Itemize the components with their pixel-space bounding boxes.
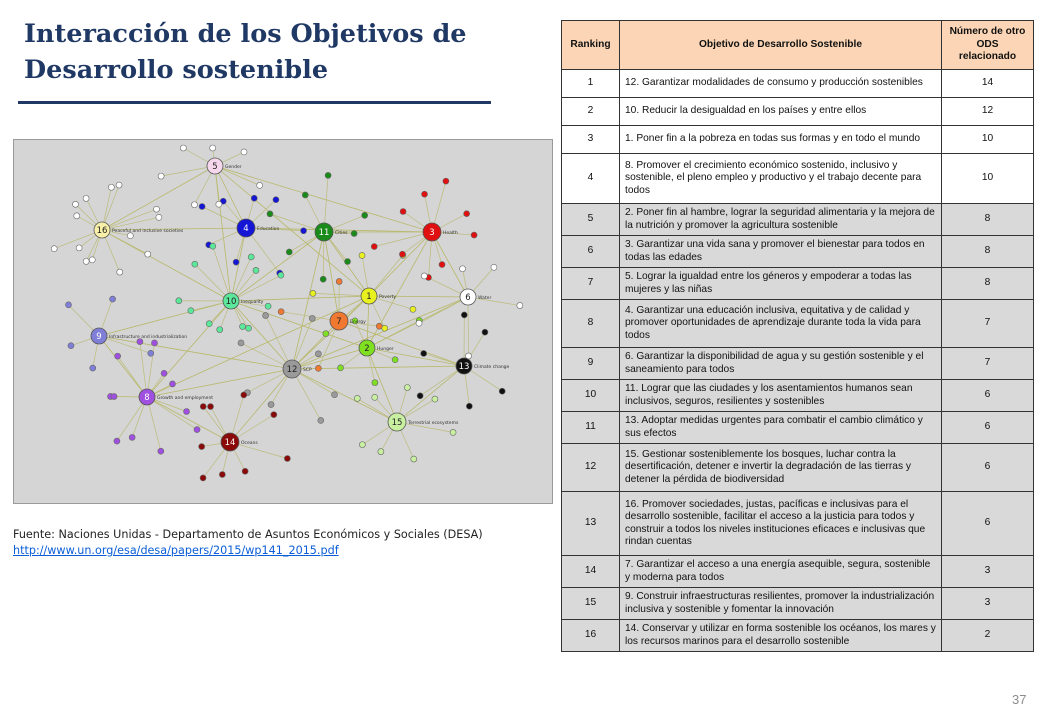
hub-name-label: Education bbox=[257, 227, 280, 232]
network-satellite-node bbox=[421, 273, 427, 279]
network-satellite-node bbox=[200, 475, 206, 481]
network-satellite-node bbox=[382, 325, 388, 331]
table-row bbox=[562, 126, 1034, 154]
network-satellite-node bbox=[422, 191, 428, 197]
network-satellite-node bbox=[161, 370, 167, 376]
cell-rank: 8 bbox=[562, 300, 620, 348]
network-satellite-node bbox=[336, 278, 342, 284]
network-edge bbox=[369, 232, 432, 296]
network-satellite-node bbox=[253, 267, 259, 273]
cell-rank: 1 bbox=[562, 70, 620, 98]
network-satellite-node bbox=[65, 302, 71, 308]
cell-goal: 3. Garantizar una vida sana y promover el bienestar para todos en todas las edades bbox=[620, 236, 942, 268]
source-link[interactable]: http://www.un.org/esa/desa/papers/2015/wp141_2015.pdf bbox=[13, 544, 339, 557]
network-satellite-node bbox=[320, 276, 326, 282]
table-row bbox=[562, 412, 1034, 444]
network-edge bbox=[324, 232, 339, 321]
cell-rank: 3 bbox=[562, 126, 620, 154]
network-satellite-node bbox=[499, 388, 505, 394]
cell-count: 7 bbox=[942, 348, 1034, 380]
network-satellite-node bbox=[376, 323, 382, 329]
network-satellite-node bbox=[51, 246, 57, 252]
cell-goal: 15. Gestionar sosteniblemente los bosques, luchar contra la desertificación, detener e invertir la degradación de las tierras y detener la pérdida de biodiversidad bbox=[620, 444, 942, 492]
table-row bbox=[562, 556, 1034, 588]
network-satellite-node bbox=[219, 472, 225, 478]
network-edge bbox=[231, 275, 281, 301]
network-canvas bbox=[14, 140, 552, 503]
hub-name-label: Infrastructure and industrialization bbox=[109, 335, 188, 340]
network-satellite-node bbox=[411, 456, 417, 462]
table-row bbox=[562, 588, 1034, 620]
table-row bbox=[562, 236, 1034, 268]
network-satellite-node bbox=[73, 201, 79, 207]
network-hubs bbox=[91, 158, 510, 451]
cell-count: 3 bbox=[942, 588, 1034, 620]
network-satellite-node bbox=[315, 365, 321, 371]
network-satellite-node bbox=[152, 340, 158, 346]
source-text: Fuente: Naciones Unidas - Departamento de Asuntos Económicos y Sociales (DESA) bbox=[13, 528, 483, 541]
network-edge bbox=[102, 230, 231, 301]
ranking-table bbox=[561, 20, 1034, 652]
network-satellite-node bbox=[108, 184, 114, 190]
network-satellite-node bbox=[199, 203, 205, 209]
network-edge bbox=[231, 228, 246, 301]
network-satellite-node bbox=[188, 308, 194, 314]
cell-count: 8 bbox=[942, 236, 1034, 268]
table-row bbox=[562, 204, 1034, 236]
cell-goal: 6. Garantizar la disponibilidad de agua y su gestión sostenible y el saneamiento para todos bbox=[620, 348, 942, 380]
hub-id-label: 16 bbox=[96, 226, 108, 236]
network-satellite-node bbox=[345, 258, 351, 264]
page-number: 37 bbox=[1012, 692, 1027, 707]
network-satellite-node bbox=[257, 182, 263, 188]
network-satellite-node bbox=[359, 442, 365, 448]
network-satellite-node bbox=[68, 343, 74, 349]
network-satellite-node bbox=[240, 324, 246, 330]
hub-id-label: 14 bbox=[224, 438, 236, 448]
network-satellite-node bbox=[110, 296, 116, 302]
table-body bbox=[562, 70, 1034, 652]
hub-name-label: Terrestrial ecosystems bbox=[408, 421, 459, 426]
header-count: Número de otro ODS relacionado bbox=[942, 21, 1034, 70]
network-satellite-node bbox=[242, 468, 248, 474]
network-edges bbox=[54, 148, 520, 478]
network-satellite-node bbox=[284, 456, 290, 462]
network-satellite-node bbox=[176, 298, 182, 304]
network-satellite-node bbox=[210, 243, 216, 249]
network-satellite-node bbox=[416, 320, 422, 326]
hub-id-label: 4 bbox=[243, 224, 249, 234]
network-satellite-node bbox=[404, 384, 410, 390]
table-row bbox=[562, 348, 1034, 380]
network-satellite-node bbox=[278, 272, 284, 278]
cell-goal: 4. Garantizar una educación inclusiva, equitativa y de calidad y promover oportunidades de aprendizaje durante toda la vida para todos bbox=[620, 300, 942, 348]
hub-name-label: Growth and employment bbox=[157, 396, 214, 401]
network-edge bbox=[147, 296, 369, 397]
network-satellite-node bbox=[158, 173, 164, 179]
cell-goal: 14. Conservar y utilizar en forma sostenible los océanos, los mares y los recursos marinos para el desarrollo sostenible bbox=[620, 620, 942, 652]
network-satellite-node bbox=[392, 357, 398, 363]
network-satellite-node bbox=[460, 266, 466, 272]
network-satellite-node bbox=[271, 412, 277, 418]
table-row bbox=[562, 268, 1034, 300]
cell-count: 12 bbox=[942, 98, 1034, 126]
network-satellite-node bbox=[111, 394, 117, 400]
network-satellite-node bbox=[199, 444, 205, 450]
hub-id-label: 7 bbox=[336, 317, 342, 327]
hub-name-label: Inequality bbox=[241, 300, 264, 305]
network-satellite-node bbox=[400, 209, 406, 215]
table-row bbox=[562, 98, 1034, 126]
hub-id-label: 13 bbox=[458, 362, 470, 372]
network-satellite-node bbox=[325, 172, 331, 178]
network-satellite-node bbox=[206, 321, 212, 327]
cell-rank: 12 bbox=[562, 444, 620, 492]
network-satellite-node bbox=[399, 251, 405, 257]
network-satellite-node bbox=[309, 315, 315, 321]
network-satellite-node bbox=[90, 365, 96, 371]
network-satellite-node bbox=[359, 252, 365, 258]
cell-goal: 11. Lograr que las ciudades y los asentamientos humanos sean inclusivos, seguros, resilientes y sostenibles bbox=[620, 380, 942, 412]
cell-goal: 5. Lograr la igualdad entre los géneros y empoderar a todas las mujeres y las niñas bbox=[620, 268, 942, 300]
network-satellite-node bbox=[170, 381, 176, 387]
network-satellite-node bbox=[153, 206, 159, 212]
network-edge bbox=[397, 366, 464, 422]
network-satellite-node bbox=[338, 365, 344, 371]
cell-goal: 2. Poner fin al hambre, lograr la seguridad alimentaria y la mejora de la nutrición y promover la agricultura sostenible bbox=[620, 204, 942, 236]
network-satellite-node bbox=[421, 350, 427, 356]
network-edge bbox=[215, 166, 231, 301]
network-satellite-node bbox=[158, 448, 164, 454]
cell-count: 7 bbox=[942, 300, 1034, 348]
network-satellite-node bbox=[148, 350, 154, 356]
cell-count: 8 bbox=[942, 268, 1034, 300]
hub-name-label: Energy bbox=[350, 320, 366, 325]
network-satellite-node bbox=[114, 438, 120, 444]
network-satellite-node bbox=[156, 214, 162, 220]
hub-id-label: 10 bbox=[225, 297, 237, 307]
network-satellite-node bbox=[210, 145, 216, 151]
sdg-network-diagram bbox=[13, 139, 553, 504]
hub-id-label: 9 bbox=[96, 332, 102, 342]
network-satellite-node bbox=[200, 403, 206, 409]
network-satellite-node bbox=[238, 340, 244, 346]
cell-count: 6 bbox=[942, 412, 1034, 444]
network-satellite-node bbox=[241, 149, 247, 155]
table-row bbox=[562, 300, 1034, 348]
cell-rank: 14 bbox=[562, 556, 620, 588]
hub-name-label: Oceans bbox=[241, 441, 258, 446]
cell-rank: 5 bbox=[562, 204, 620, 236]
network-satellite-node bbox=[302, 192, 308, 198]
hub-id-label: 3 bbox=[429, 228, 435, 238]
network-satellite-node bbox=[129, 434, 135, 440]
network-edge bbox=[99, 336, 147, 397]
network-satellite-node bbox=[310, 290, 316, 296]
network-satellite-node bbox=[216, 201, 222, 207]
network-satellite-node bbox=[263, 312, 269, 318]
cell-rank: 7 bbox=[562, 268, 620, 300]
network-satellite-node bbox=[362, 212, 368, 218]
network-satellite-node bbox=[323, 331, 329, 337]
network-satellite-node bbox=[217, 327, 223, 333]
network-satellite-node bbox=[439, 262, 445, 268]
network-edge bbox=[147, 369, 292, 397]
cell-goal: 1. Poner fin a la pobreza en todas sus formas y en todo el mundo bbox=[620, 126, 942, 154]
cell-rank: 4 bbox=[562, 154, 620, 204]
network-satellite-node bbox=[184, 408, 190, 414]
table-row bbox=[562, 444, 1034, 492]
hub-name-label: Peaceful and inclusive societies bbox=[112, 229, 184, 234]
hub-id-label: 2 bbox=[364, 344, 370, 354]
table-row bbox=[562, 492, 1034, 556]
hub-name-label: Health bbox=[443, 231, 458, 236]
hub-id-label: 12 bbox=[286, 365, 298, 375]
table-row bbox=[562, 154, 1034, 204]
network-satellite-node bbox=[267, 211, 273, 217]
slide-title: Interacción de los Objetivos de Desarrollo sostenible bbox=[24, 19, 467, 85]
network-edge bbox=[147, 301, 231, 397]
table-header-row bbox=[562, 21, 1034, 70]
hub-name-label: Water bbox=[478, 296, 492, 301]
cell-goal: 13. Adoptar medidas urgentes para combatir el cambio climático y sus efectos bbox=[620, 412, 942, 444]
hub-name-label: Hunger bbox=[377, 347, 394, 352]
network-satellite-node bbox=[354, 395, 360, 401]
network-satellite-node bbox=[410, 306, 416, 312]
hub-id-label: 1 bbox=[366, 292, 372, 302]
hub-id-label: 5 bbox=[212, 162, 218, 172]
network-edge bbox=[99, 301, 231, 336]
network-edge bbox=[432, 232, 468, 297]
network-satellite-node bbox=[371, 244, 377, 250]
network-satellite-node bbox=[432, 396, 438, 402]
hub-id-label: 6 bbox=[465, 293, 471, 303]
network-satellite-node bbox=[482, 329, 488, 335]
header-ranking: Ranking bbox=[562, 21, 620, 70]
cell-rank: 6 bbox=[562, 236, 620, 268]
title-underline bbox=[18, 101, 491, 104]
cell-goal: 9. Construir infraestructuras resilientes, promover la industrialización inclusiva y sostenible y fomentar la innovación bbox=[620, 588, 942, 620]
network-satellite-node bbox=[233, 259, 239, 265]
cell-count: 6 bbox=[942, 492, 1034, 556]
cell-count: 14 bbox=[942, 70, 1034, 98]
cell-count: 10 bbox=[942, 126, 1034, 154]
network-satellite-node bbox=[464, 211, 470, 217]
cell-rank: 2 bbox=[562, 98, 620, 126]
cell-count: 6 bbox=[942, 380, 1034, 412]
network-satellite-node bbox=[83, 195, 89, 201]
network-satellite-node bbox=[372, 380, 378, 386]
network-satellite-node bbox=[268, 402, 274, 408]
hub-name-label: Gender bbox=[225, 165, 242, 170]
network-satellite-node bbox=[461, 312, 467, 318]
hub-id-label: 8 bbox=[144, 393, 150, 403]
header-goal: Objetivo de Desarrollo Sostenible bbox=[620, 21, 942, 70]
network-satellite-node bbox=[471, 232, 477, 238]
cell-rank: 13 bbox=[562, 492, 620, 556]
cell-count: 6 bbox=[942, 444, 1034, 492]
network-satellite-node bbox=[208, 404, 214, 410]
network-satellite-node bbox=[301, 228, 307, 234]
cell-rank: 11 bbox=[562, 412, 620, 444]
cell-goal: 8. Promover el crecimiento económico sostenido, inclusivo y sostenible, el pleno empleo y productivo y el trabajo decente para todos bbox=[620, 154, 942, 204]
cell-count: 10 bbox=[942, 154, 1034, 204]
network-satellite-node bbox=[145, 251, 151, 257]
network-satellite-node bbox=[248, 254, 254, 260]
hub-name-label: SCP bbox=[303, 368, 312, 373]
table-row bbox=[562, 620, 1034, 652]
cell-rank: 15 bbox=[562, 588, 620, 620]
cell-rank: 9 bbox=[562, 348, 620, 380]
network-satellite-node bbox=[315, 351, 321, 357]
network-edge bbox=[147, 397, 197, 430]
network-satellite-node bbox=[491, 264, 497, 270]
table-row bbox=[562, 70, 1034, 98]
cell-goal: 12. Garantizar modalidades de consumo y producción sostenibles bbox=[620, 70, 942, 98]
cell-goal: 7. Garantizar el acceso a una energía asequible, segura, sostenible y moderna para todos bbox=[620, 556, 942, 588]
network-satellite-node bbox=[241, 392, 247, 398]
network-satellite-node bbox=[318, 417, 324, 423]
table-row bbox=[562, 380, 1034, 412]
network-edge bbox=[292, 369, 397, 422]
network-satellite-node bbox=[378, 449, 384, 455]
cell-goal: 10. Reducir la desigualdad en los países y entre ellos bbox=[620, 98, 942, 126]
network-satellite-node bbox=[194, 427, 200, 433]
hub-name-label: Climate change bbox=[474, 365, 510, 370]
network-satellite-node bbox=[273, 197, 279, 203]
hub-name-label: Cities bbox=[335, 231, 348, 236]
network-satellite-node bbox=[115, 353, 121, 359]
cell-rank: 10 bbox=[562, 380, 620, 412]
network-satellite-node bbox=[191, 202, 197, 208]
hub-name-label: Poverty bbox=[379, 295, 397, 300]
network-satellite-node bbox=[116, 182, 122, 188]
network-satellite-node bbox=[443, 178, 449, 184]
network-satellite-node bbox=[246, 325, 252, 331]
network-edge bbox=[313, 293, 369, 296]
network-satellite-node bbox=[466, 403, 472, 409]
network-satellite-node bbox=[517, 302, 523, 308]
hub-id-label: 15 bbox=[391, 418, 403, 428]
network-satellite-node bbox=[74, 213, 80, 219]
network-satellite-node bbox=[192, 261, 198, 267]
cell-goal: 16. Promover sociedades, justas, pacíficas e inclusivas para el desarrollo sostenible, facilitar el acceso a la justicia para todos y construir a todos los niveles instituciones eficaces e inclusivas que rindan cuentas bbox=[620, 492, 942, 556]
network-satellite-node bbox=[286, 249, 292, 255]
network-edge bbox=[99, 336, 292, 369]
network-edge bbox=[215, 166, 246, 228]
source-note bbox=[13, 527, 533, 559]
cell-count: 8 bbox=[942, 204, 1034, 236]
network-satellite-node bbox=[278, 309, 284, 315]
ranking-table-container bbox=[561, 20, 1033, 652]
network-edge bbox=[468, 297, 469, 356]
cell-count: 3 bbox=[942, 556, 1034, 588]
network-satellite-node bbox=[450, 429, 456, 435]
network-satellite-node bbox=[265, 303, 271, 309]
network-satellite-node bbox=[372, 394, 378, 400]
hub-id-label: 11 bbox=[318, 228, 330, 238]
network-edge bbox=[230, 369, 292, 442]
network-satellite-node bbox=[117, 269, 123, 275]
network-satellite-node bbox=[180, 145, 186, 151]
network-satellite-node bbox=[417, 393, 423, 399]
network-satellite-node bbox=[251, 195, 257, 201]
cell-count: 2 bbox=[942, 620, 1034, 652]
network-satellite-node bbox=[89, 257, 95, 263]
network-satellite-node bbox=[83, 258, 89, 264]
network-satellite-node bbox=[351, 231, 357, 237]
cell-rank: 16 bbox=[562, 620, 620, 652]
network-satellite-node bbox=[332, 392, 338, 398]
network-satellite-node bbox=[76, 245, 82, 251]
